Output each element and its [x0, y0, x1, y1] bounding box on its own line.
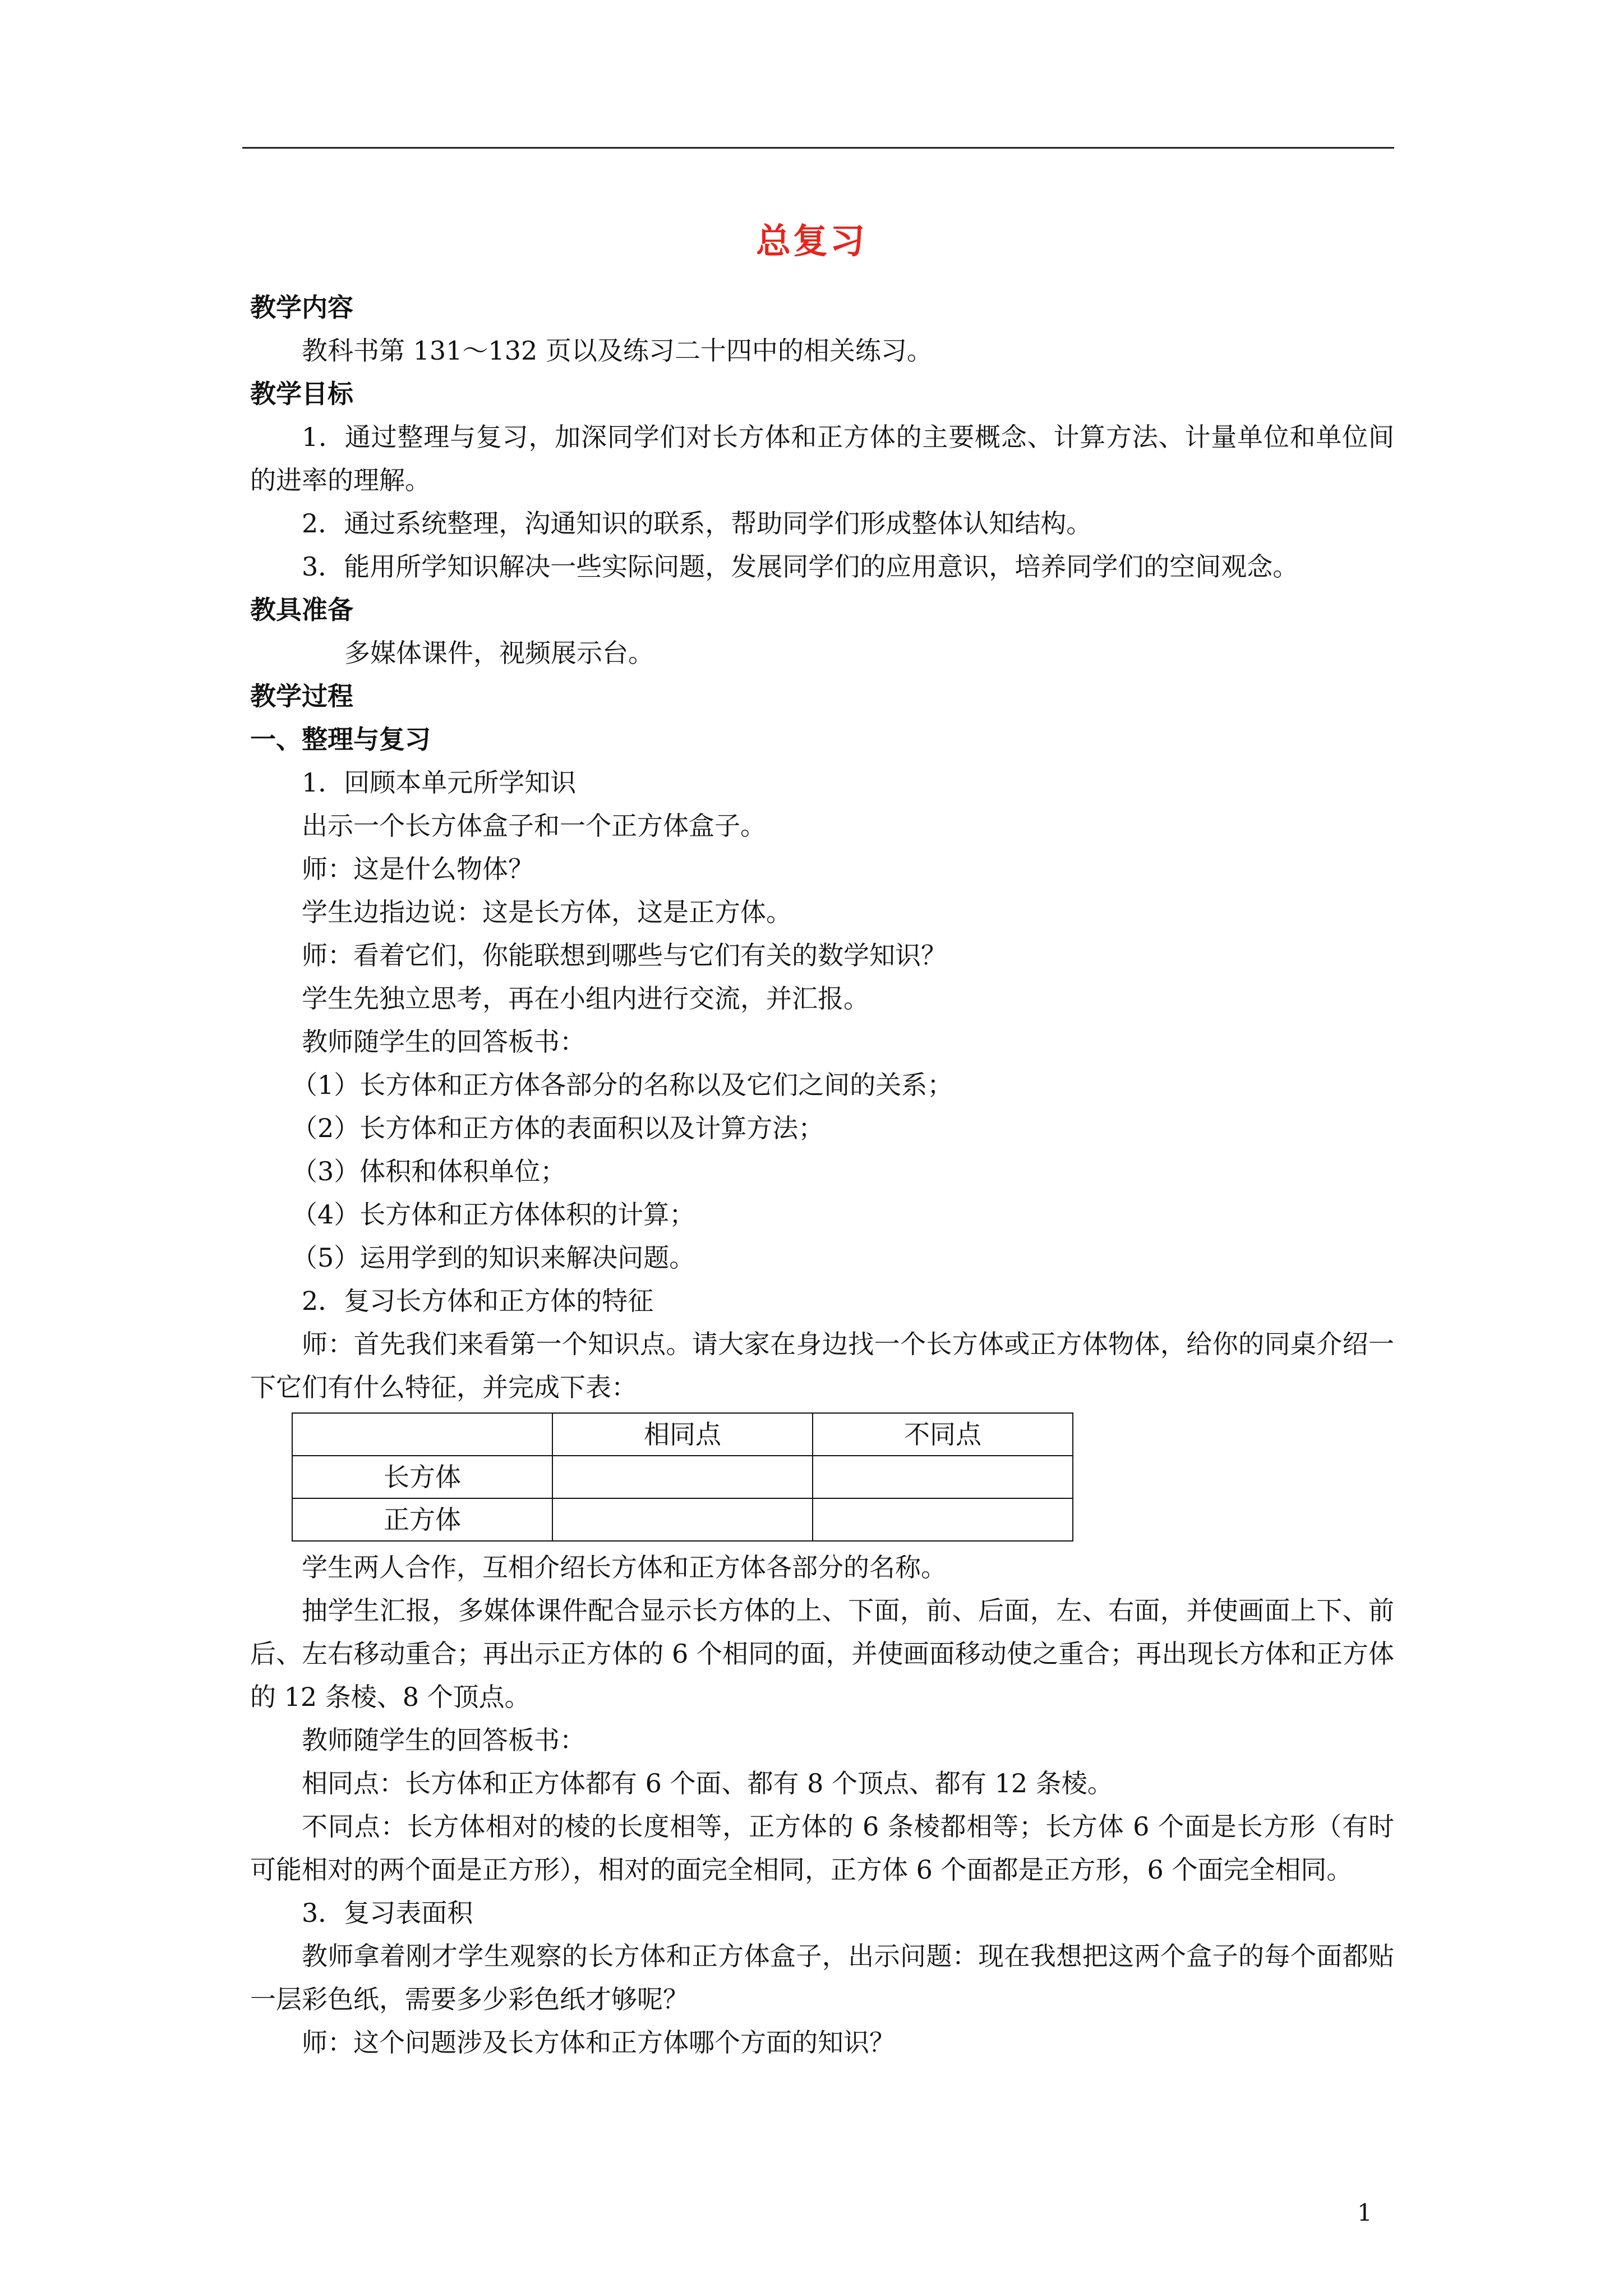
table-cell: [813, 1498, 1073, 1541]
table-cell: [292, 1413, 552, 1456]
list-item: （2）长方体和正方体的表面积以及计算方法；: [292, 1113, 824, 1143]
heading-process: 教学过程: [250, 681, 353, 711]
paragraph: 学生两人合作，互相介绍长方体和正方体各部分的名称。: [302, 1552, 947, 1582]
document-body: [250, 286, 1394, 2064]
paragraph: 师：这个问题涉及长方体和正方体哪个方面的知识？: [302, 2027, 895, 2058]
table-header-row: [292, 1413, 1073, 1456]
paragraph: 学生边指边说：这是长方体，这是正方体。: [302, 897, 792, 927]
goal-3: 3．能用所学知识解决一些实际问题，发展同学们的应用意识，培养同学们的空间观念。: [302, 551, 1299, 582]
paragraph: 学生先独立思考，再在小组内进行交流，并汇报。: [302, 983, 869, 1014]
heading-content: 教学内容: [250, 292, 353, 323]
comparison-table: [292, 1412, 1073, 1542]
paragraph: 相同点：长方体和正方体都有 6 个面、都有 8 个顶点、都有 12 条棱。: [302, 1768, 1113, 1798]
tools-text: 多媒体课件，视频展示台。: [344, 638, 654, 668]
step3-title: 3．复习表面积: [302, 1898, 473, 1928]
heading-goals: 教学目标: [250, 379, 353, 409]
page-number: 1: [1357, 2199, 1372, 2226]
table-row: [292, 1498, 1073, 1541]
page-title: 总复习: [755, 220, 867, 261]
goal-1: 1．通过整理与复习，加深同学们对长方体和正方体的主要概念、计算方法、计量单位和单位间的进率的理解。: [250, 422, 1394, 495]
table-row-label: 长方体: [292, 1456, 552, 1498]
list-item: （3）体积和体积单位；: [292, 1156, 566, 1186]
table-row-label: 正方体: [292, 1498, 552, 1541]
goal-2: 2．通过系统整理，沟通知识的联系，帮助同学们形成整体认知结构。: [302, 508, 1092, 539]
paragraph: 师：首先我们来看第一个知识点。请大家在身边找一个长方体或正方体物体，给你的同桌介绍一下它们有什么特征，并完成下表：: [250, 1329, 1394, 1402]
paragraph: 教师拿着刚才学生观察的长方体和正方体盒子，出示问题：现在我想把这两个盒子的每个面都贴一层彩色纸，需要多少彩色纸才够呢？: [250, 1941, 1394, 2014]
paragraph: 抽学生汇报，多媒体课件配合显示长方体的上、下面，前、后面，左、右面，并使画面上下、前后、左右移动重合；再出示正方体的 6 个相同的面，并使画面移动使之重合；再出现长方体和正方体的 12 条棱、8 个顶点。: [250, 1595, 1394, 1712]
table-cell: [552, 1456, 813, 1498]
paragraph: 师：看着它们，你能联想到哪些与它们有关的数学知识？: [302, 940, 947, 970]
table-cell: [813, 1456, 1073, 1498]
heading-part1: 一、整理与复习: [250, 724, 431, 754]
header-rule: [242, 147, 1394, 149]
content-text: 教科书第 131～132 页以及练习二十四中的相关练习。: [302, 335, 933, 366]
step1-title: 1．回顾本单元所学知识: [302, 767, 577, 798]
step2-title: 2．复习长方体和正方体的特征: [302, 1286, 654, 1316]
table-header-cell: 不同点: [813, 1413, 1073, 1456]
heading-tools: 教具准备: [250, 595, 353, 625]
list-item: （1）长方体和正方体各部分的名称以及它们之间的关系；: [292, 1070, 953, 1100]
table-cell: [552, 1498, 813, 1541]
list-item: （5）运用学到的知识来解决问题。: [292, 1243, 695, 1273]
list-item: （4）长方体和正方体体积的计算；: [292, 1199, 695, 1230]
paragraph: 教师随学生的回答板书：: [302, 1725, 585, 1755]
paragraph: 师：这是什么物体？: [302, 854, 534, 884]
paragraph: 教师随学生的回答板书：: [302, 1027, 585, 1057]
table-header-cell: 相同点: [552, 1413, 813, 1456]
table-row: [292, 1456, 1073, 1498]
paragraph: 不同点：长方体相对的棱的长度相等，正方体的 6 条棱都相等；长方体 6 个面是长方形（有时可能相对的两个面是正方形），相对的面完全相同，正方体 6 个面都是正方形，6 个面完全相同。: [250, 1811, 1394, 1885]
paragraph: 出示一个长方体盒子和一个正方体盒子。: [302, 811, 766, 841]
